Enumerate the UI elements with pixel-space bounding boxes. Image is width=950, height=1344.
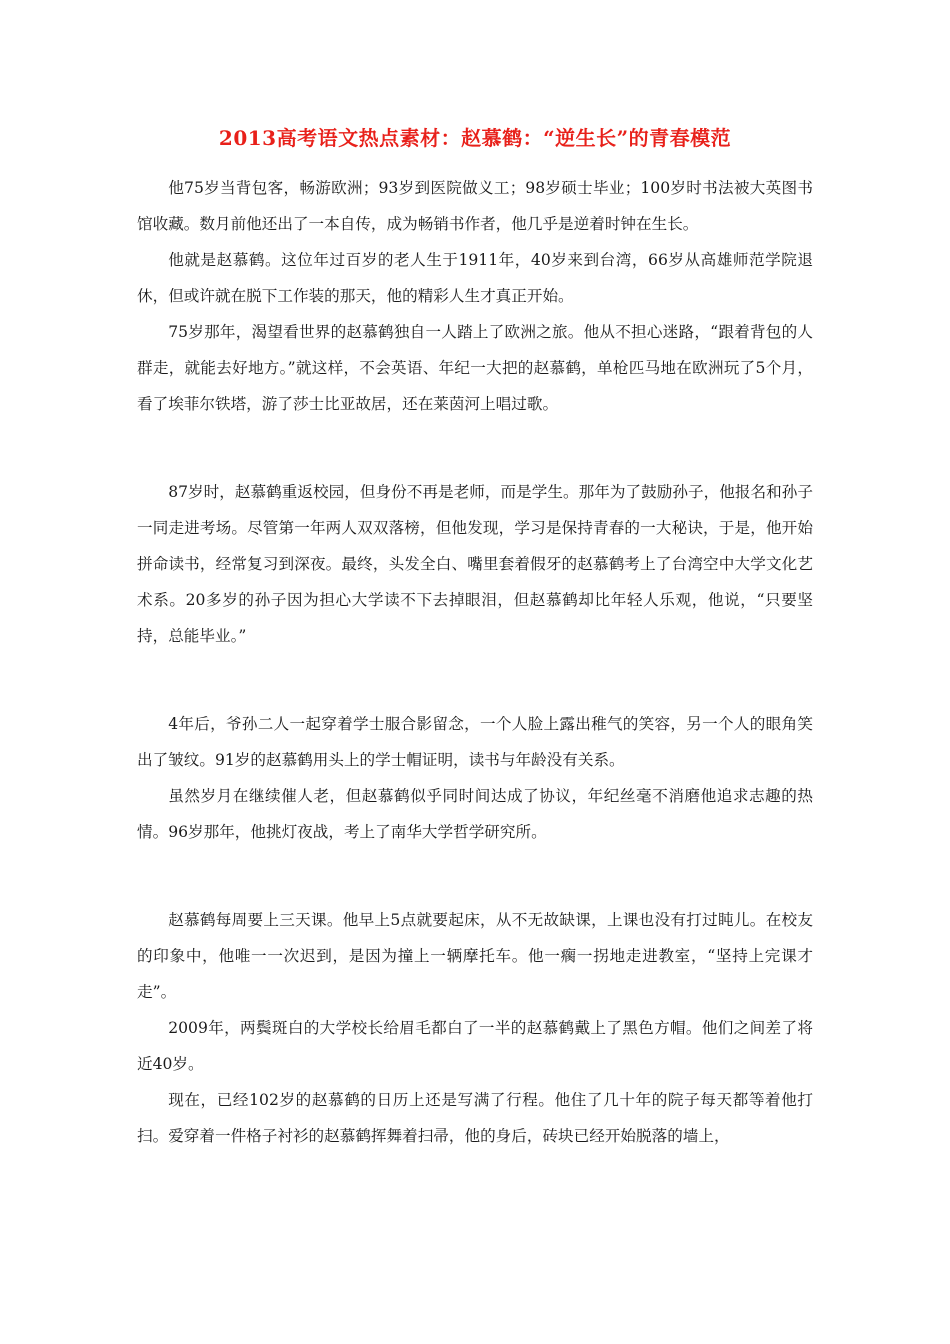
paragraph-spacer	[137, 422, 813, 474]
paragraph-spacer	[137, 654, 813, 706]
paragraph: 他75岁当背包客，畅游欧洲；93岁到医院做义工；98岁硕士毕业；100岁时书法被大英图书馆收藏。数月前他还出了一本自传，成为畅销书作者，他几乎是逆着时钟在生长。	[137, 179, 813, 233]
paragraph: 赵慕鹤每周要上三天课。他早上5点就要起床，从不无故缺课，上课也没有打过盹儿。在校友的印象中，他唯一一次迟到，是因为撞上一辆摩托车。他一瘸一拐地走进教室，“坚持上完课才走”。	[137, 911, 813, 1001]
paragraph: 87岁时，赵慕鹤重返校园，但身份不再是老师，而是学生。那年为了鼓励孙子，他报名和孙子一同走进考场。尽管第一年两人双双落榜，但他发现，学习是保持青春的一大秘诀，于是，他开始拼命读书，经常复习到深夜。最终，头发全白、嘴里套着假牙的赵慕鹤考上了台湾空中大学文化艺术系。20多岁的孙子因为担心大学读不下去掉眼泪，但赵慕鹤却比年轻人乐观，他说，“只要坚持，总能毕业。”	[137, 483, 813, 645]
paragraph: 75岁那年，渴望看世界的赵慕鹤独自一人踏上了欧洲之旅。他从不担心迷路，“跟着背包的人群走，就能去好地方。”就这样，不会英语、年纪一大把的赵慕鹤，单枪匹马地在欧洲玩了5个月，看了埃菲尔铁塔，游了莎士比亚故居，还在莱茵河上唱过歌。	[137, 323, 813, 413]
paragraph-spacer	[137, 850, 813, 902]
document-body	[137, 170, 813, 1154]
document-title: 2013高考语文热点素材：赵慕鹤：“逆生长”的青春模范	[218, 126, 732, 150]
paragraph: 2009年，两鬓斑白的大学校长给眉毛都白了一半的赵慕鹤戴上了黑色方帽。他们之间差了将近40岁。	[137, 1019, 813, 1073]
paragraph: 现在，已经102岁的赵慕鹤的日历上还是写满了行程。他住了几十年的院子每天都等着他打扫。爱穿着一件格子衬衫的赵慕鹤挥舞着扫帚，他的身后，砖块已经开始脱落的墙上，	[137, 1091, 813, 1145]
paragraph: 虽然岁月在继续催人老，但赵慕鹤似乎同时间达成了协议，年纪丝毫不消磨他追求志趣的热情。96岁那年，他挑灯夜战，考上了南华大学哲学研究所。	[137, 787, 813, 841]
paragraph: 他就是赵慕鹤。这位年过百岁的老人生于1911年，40岁来到台湾，66岁从高雄师范学院退休，但或许就在脱下工作装的那天，他的精彩人生才真正开始。	[137, 251, 813, 305]
paragraph: 4年后，爷孙二人一起穿着学士服合影留念，一个人脸上露出稚气的笑容，另一个人的眼角笑出了皱纹。91岁的赵慕鹤用头上的学士帽证明，读书与年龄没有关系。	[137, 715, 813, 769]
